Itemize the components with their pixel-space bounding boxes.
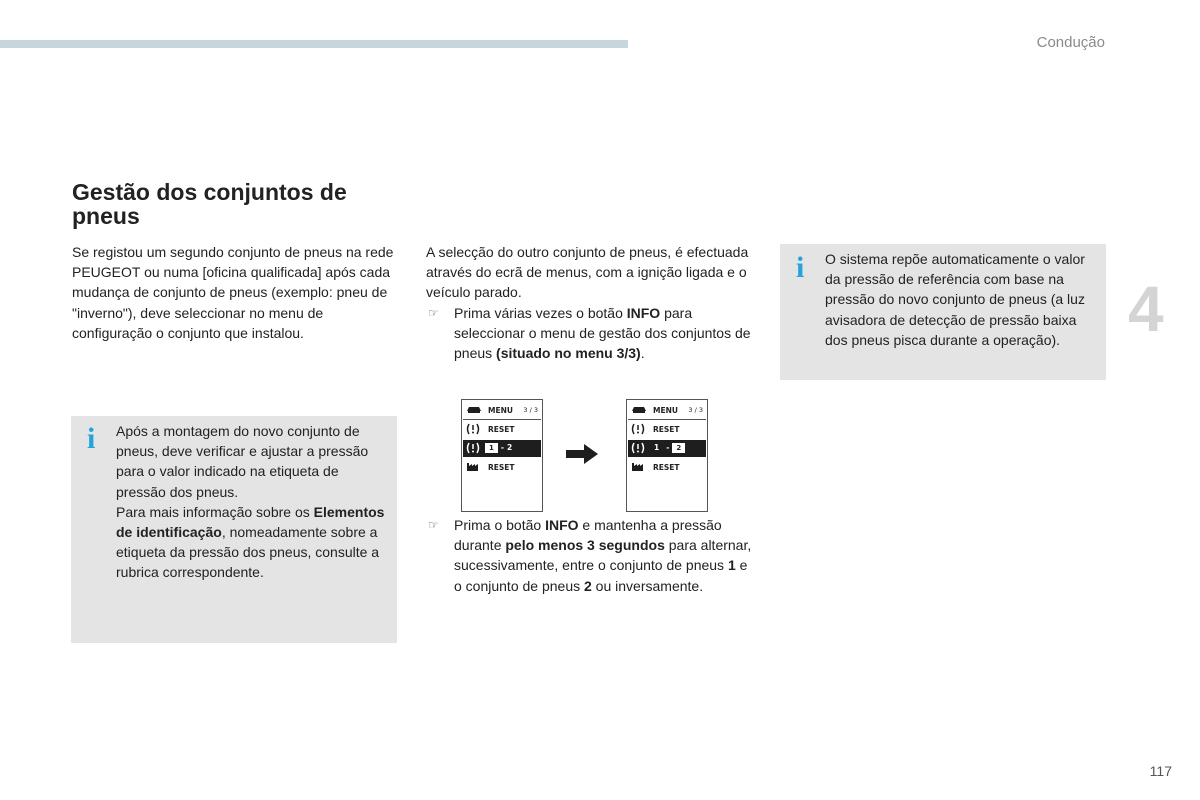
bullet2-bold-duration: pelo menos 3 segundos [505, 537, 665, 554]
car-icon [631, 404, 647, 418]
bullet2-bold-info: INFO [545, 517, 579, 533]
reset-label: RESET [653, 425, 680, 434]
bullet2-bold-set1: 1 [727, 557, 736, 574]
reset-label: RESET [488, 463, 515, 472]
info-text-c: , nomeadamente sobre a etiqueta da pressão dos pneus, consulte a rubrica correspondente. [116, 524, 380, 581]
pointing-hand-icon: ☞ [428, 518, 439, 532]
bullet1-bold-menu: (situado no menu 3/3) [496, 345, 641, 362]
menu-label: MENU [653, 406, 678, 415]
bullet1-text-c: para seleccionar o menu de gestão dos conjuntos de pneus [454, 304, 751, 362]
selection-paragraph: A selecção do outro conjunto de pneus, é efectuada através do ecrã de menus, com a ignição ligada e o veículo parado. [426, 244, 749, 301]
menu-row [628, 402, 706, 420]
reset-row-factory [628, 459, 706, 476]
tyre-pressure-icon [631, 423, 645, 439]
tyre-set-selector [485, 443, 512, 453]
tyre-set-2: 2 [507, 443, 513, 452]
display-screen-after [626, 399, 708, 512]
info-icon: i [87, 422, 96, 455]
pointing-hand-icon: ☞ [428, 305, 439, 320]
section-title: Condução [1036, 34, 1105, 51]
bullet1-text-d: . [640, 345, 645, 362]
chapter-number: 4 [1128, 273, 1164, 345]
column-middle-lower [426, 515, 756, 596]
bullet2-text-e: e o conjunto de pneus [454, 557, 748, 594]
page-number: 117 [1149, 763, 1172, 779]
info-box-reset [780, 244, 1106, 380]
menu-page: 3 / 3 [523, 406, 538, 414]
tyre-set-2-selected: 2 [672, 443, 685, 453]
bullet2-bold-set2: 2 [584, 577, 592, 594]
display-screen-before [461, 399, 543, 512]
reset-label: RESET [488, 425, 515, 434]
tyre-set-1: 1 [654, 443, 660, 452]
tyre-pressure-icon [631, 442, 645, 458]
factory-icon [631, 461, 645, 476]
bullet2-text-f: ou inversamente. [591, 577, 704, 594]
set-dash: - [666, 443, 670, 452]
column-left [72, 242, 400, 343]
factory-icon [466, 461, 480, 476]
intro-paragraph: Se registou um segundo conjunto de pneus na rede PEUGEOT ou numa [oficina qualificada] após cada mudança de conjunto de pneus (exemplo: pneu de "inverno"), deve seleccionar no menu de configuração o conjunto que instalou. [72, 244, 394, 341]
info-icon: i [796, 251, 805, 284]
reset-row-factory [463, 459, 541, 476]
arrow-right-icon [566, 444, 598, 469]
tyre-set-row [628, 440, 706, 457]
bullet2-text-a: Prima o botão [454, 517, 546, 533]
bullet2-text-d: para alternar, sucessivamente, entre o conjunto de pneus [454, 537, 752, 574]
bullet1-text-a: Prima várias vezes o botão [454, 304, 627, 321]
page-title: Gestão dos conjuntos de pneus [72, 179, 347, 229]
info-text-a: Após a montagem do novo conjunto de pneus, deve verificar e ajustar a pressão para o valor indicado na etiqueta de pressão dos pneus. [116, 423, 369, 500]
tyre-pressure-icon [466, 442, 480, 458]
menu-page: 3 / 3 [688, 406, 703, 414]
tyre-set-1-selected: 1 [485, 443, 498, 453]
header-bar [0, 40, 628, 48]
menu-label: MENU [488, 406, 513, 415]
info-box-text: O sistema repõe automaticamente o valor da pressão de referência com base na pressão do novo conjunto de pneus (a luz avisadora de detecção de pressão baixa dos pneus pisca durante a operação). [825, 251, 1085, 348]
info-box-text [116, 421, 386, 583]
menu-row [463, 402, 541, 420]
info-box-mounting [71, 416, 397, 643]
set-dash: - [500, 443, 504, 452]
tyre-set-selector [650, 443, 685, 453]
info-text-b: Para mais informação sobre os [116, 503, 314, 520]
reset-row-tpms [628, 421, 706, 438]
bullet-item-2 [426, 515, 756, 596]
reset-row-tpms [463, 421, 541, 438]
tyre-pressure-icon [466, 423, 480, 439]
tyre-set-row [463, 440, 541, 457]
reset-label: RESET [653, 463, 680, 472]
bullet1-bold-info: INFO [626, 304, 661, 321]
column-middle [426, 242, 756, 363]
bullet2-text-c: e mantenha a pressão durante [454, 517, 722, 554]
car-icon [466, 404, 482, 418]
bullet-item-1 [426, 303, 756, 364]
info-text-bold: Elementos de identificação [116, 503, 385, 541]
